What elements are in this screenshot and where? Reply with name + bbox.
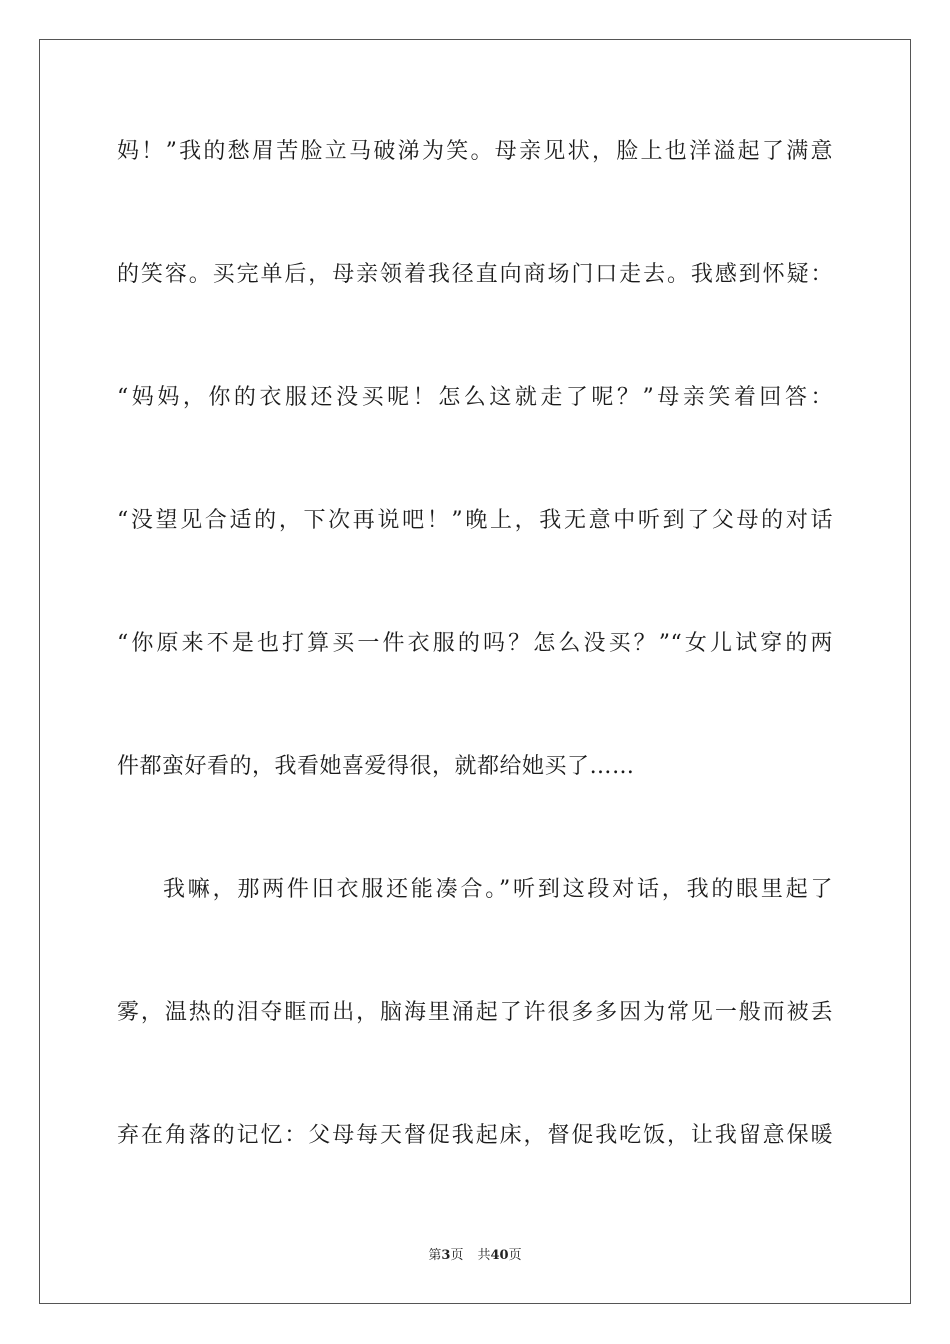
page-footer — [0, 1247, 950, 1265]
paragraph-line: “没望见合适的，下次再说吧！”晚上，我无意中听到了父母的对话 — [117, 508, 833, 533]
paragraph-line: “妈妈，你的衣服还没买呢！怎么这就走了呢？”母亲笑着回答： — [117, 385, 833, 410]
paragraph-line: 弃在角落的记忆：父母每天督促我起床，督促我吃饭，让我留意保暖 — [117, 1123, 833, 1148]
page-prefix: 第 — [428, 1248, 442, 1263]
total-suffix: 页 — [508, 1248, 522, 1263]
page-number: 3 — [441, 1248, 451, 1263]
total-prefix: 共 — [477, 1248, 491, 1263]
paragraph-line: 件都蛮好看的，我看她喜爱得很，就都给她买了…… — [117, 754, 635, 779]
total-pages: 40 — [490, 1248, 509, 1263]
paragraph-line: 的笑容。买完单后，母亲领着我径直向商场门口走去。我感到怀疑： — [117, 262, 833, 287]
paragraph-line: 妈！”我的愁眉苦脸立马破涕为笑。母亲见状，脸上也洋溢起了满意 — [117, 139, 833, 164]
page-suffix: 页 — [450, 1248, 464, 1263]
paragraph-line: “你原来不是也打算买一件衣服的吗？怎么没买？”“女儿试穿的两 — [117, 631, 833, 656]
paragraph-line: 我嘛，那两件旧衣服还能凑合。”听到这段对话，我的眼里起了 — [163, 877, 833, 902]
paragraph-line: 雾，温热的泪夺眶而出，脑海里涌起了许很多多因为常见一般而被丢 — [117, 1000, 833, 1025]
page-border — [39, 39, 911, 1304]
